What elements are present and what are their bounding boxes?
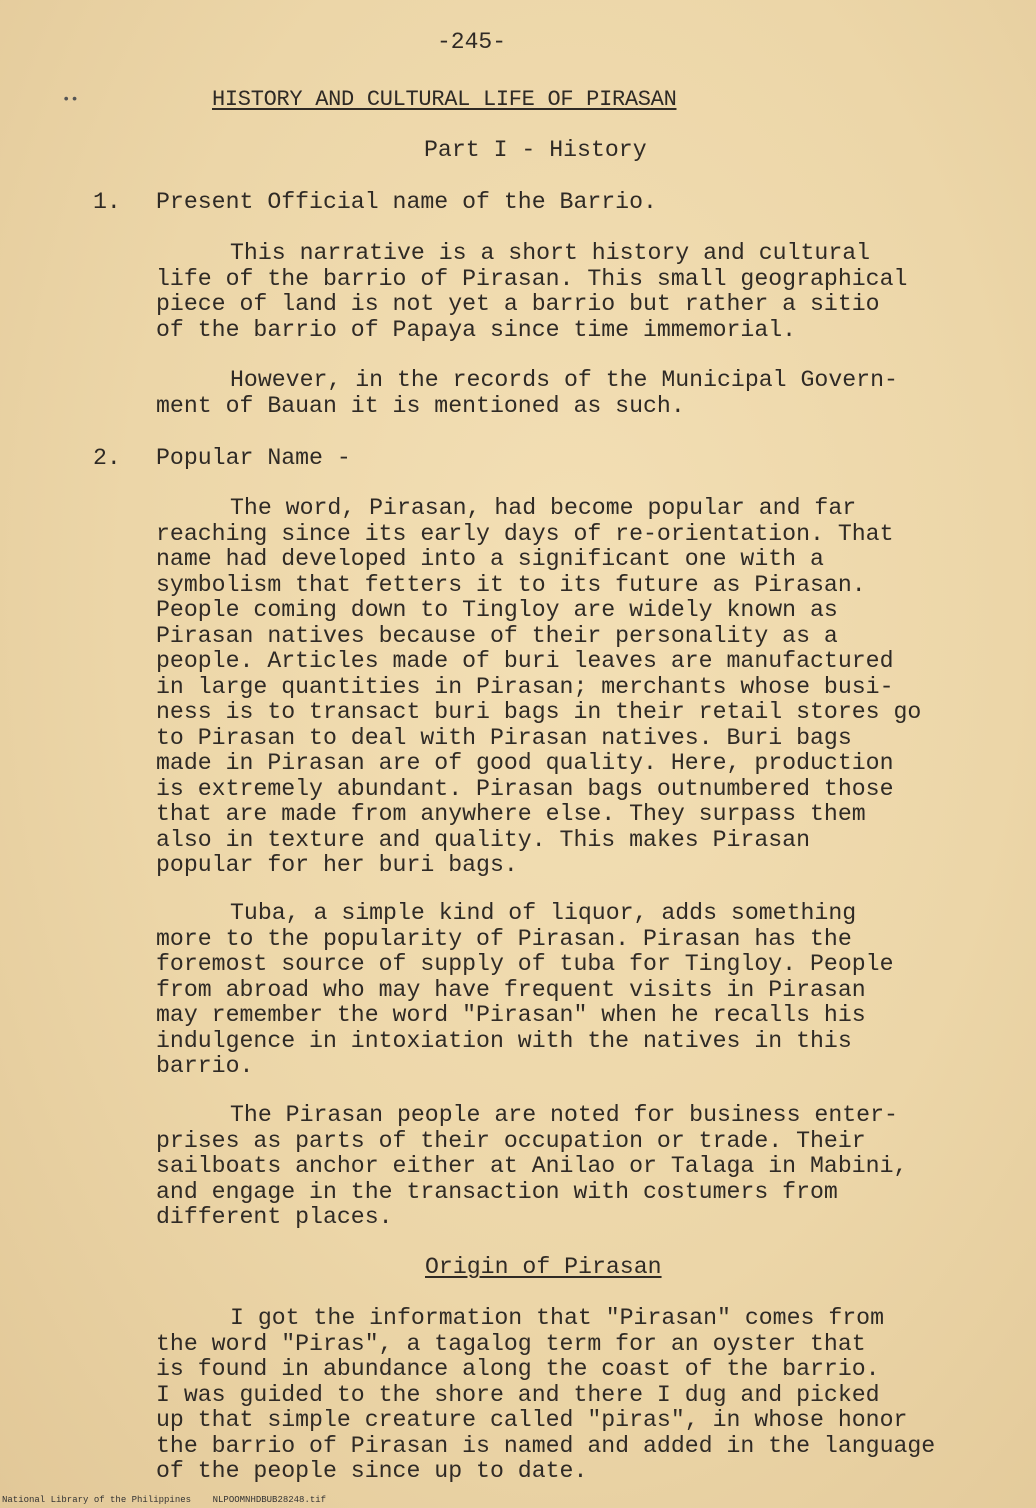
text-line: reaching since its early days of re-orientation. That [156,520,894,547]
text-line: up that simple creature called "piras", in whose honor [156,1407,908,1433]
origin-heading: Origin of Pirasan [425,1254,662,1280]
text-line: This narrative is a short history and cultural [230,240,871,266]
section-1-paragraph-2 [156,368,1016,419]
text-line: indulgence in intoxiation with the natives in this [156,1027,852,1054]
text-line: is found in abundance along the coast of the barrio. [156,1356,880,1382]
text-line: The word, Pirasan, had become popular and far [230,495,857,521]
section-2-number: 2. [93,445,121,471]
section-1-paragraph-1 [156,241,1016,343]
margin-dots: •• [62,92,79,108]
text-line: I got the information that "Pirasan" comes from [230,1305,884,1331]
page-number: -245- [437,29,507,55]
text-line: symbolism that fetters it to its future as Pirasan. [156,571,866,598]
text-line: in large quantities in Pirasan; merchants whose busi- [156,673,894,700]
text-line: is extremely abundant. Pirasan bags outnumbered those [156,775,894,802]
text-line: Tuba, a simple kind of liquor, adds something [230,900,857,926]
text-line: of the people since up to date. [156,1458,588,1484]
section-1-number: 1. [93,189,121,215]
text-line: prises as parts of their occupation or trade. Their [156,1127,866,1154]
text-line: of the barrio of Papaya since time immemorial. [156,316,797,343]
text-line: made in Pirasan are of good quality. Here, production [156,750,894,776]
text-line: to Pirasan to deal with Pirasan natives. Buri bags [156,724,852,751]
text-line: and engage in the transaction with costumers from [156,1178,838,1205]
text-line: name had developed into a significant one with a [156,546,824,572]
text-line: People coming down to Tingloy are widely known as [156,597,838,623]
text-line: ment of Bauan it is mentioned as such. [156,392,685,419]
text-line: life of the barrio of Pirasan. This small geographical [156,265,908,292]
text-line: also in texture and quality. This makes Pirasan [156,826,810,853]
text-line: that are made from anywhere else. They surpass them [156,801,866,827]
text-line: may remember the word "Pirasan" when he recalls his [156,1002,866,1028]
section-1-heading: Present Official name of the Barrio. [156,189,657,215]
text-line: foremost source of supply of tuba for Tingloy. People [156,951,894,977]
text-line: more to the popularity of Pirasan. Pirasan has the [156,925,852,952]
section-2-paragraph-2 [156,901,1016,1080]
text-line: barrio. [156,1053,254,1079]
text-line: the word "Piras", a tagalog term for an oyster that [156,1330,866,1357]
section-2-heading: Popular Name - [156,445,351,471]
scan-footer: National Library of the Philippines NLPOOMNHDBUB28248.tif [2,1495,327,1505]
text-line: sailboats anchor either at Anilao or Talaga in Mabini, [156,1153,908,1179]
text-line: However, in the records of the Municipal Govern- [230,367,898,393]
origin-paragraph [156,1306,1016,1485]
text-line: Pirasan natives because of their personality as a [156,622,838,649]
text-line: people. Articles made of buri leaves are manufactured [156,648,894,674]
section-2-paragraph-3 [156,1103,1016,1231]
text-line: The Pirasan people are noted for business enter- [230,1102,898,1128]
document-title: HISTORY AND CULTURAL LIFE OF PIRASAN [212,87,677,112]
text-line: piece of land is not yet a barrio but rather a sitio [156,291,880,317]
section-2-paragraph-1 [156,496,1016,879]
text-line: from abroad who may have frequent visits in Pirasan [156,976,866,1003]
part-heading: Part I - History [424,137,647,163]
text-line: I was guided to the shore and there I dug and picked [156,1381,880,1408]
text-line: ness is to transact buri bags in their retail stores go [156,699,922,725]
text-line: the barrio of Pirasan is named and added in the language [156,1432,936,1459]
text-line: different places. [156,1204,393,1230]
text-line: popular for her buri bags. [156,852,518,878]
